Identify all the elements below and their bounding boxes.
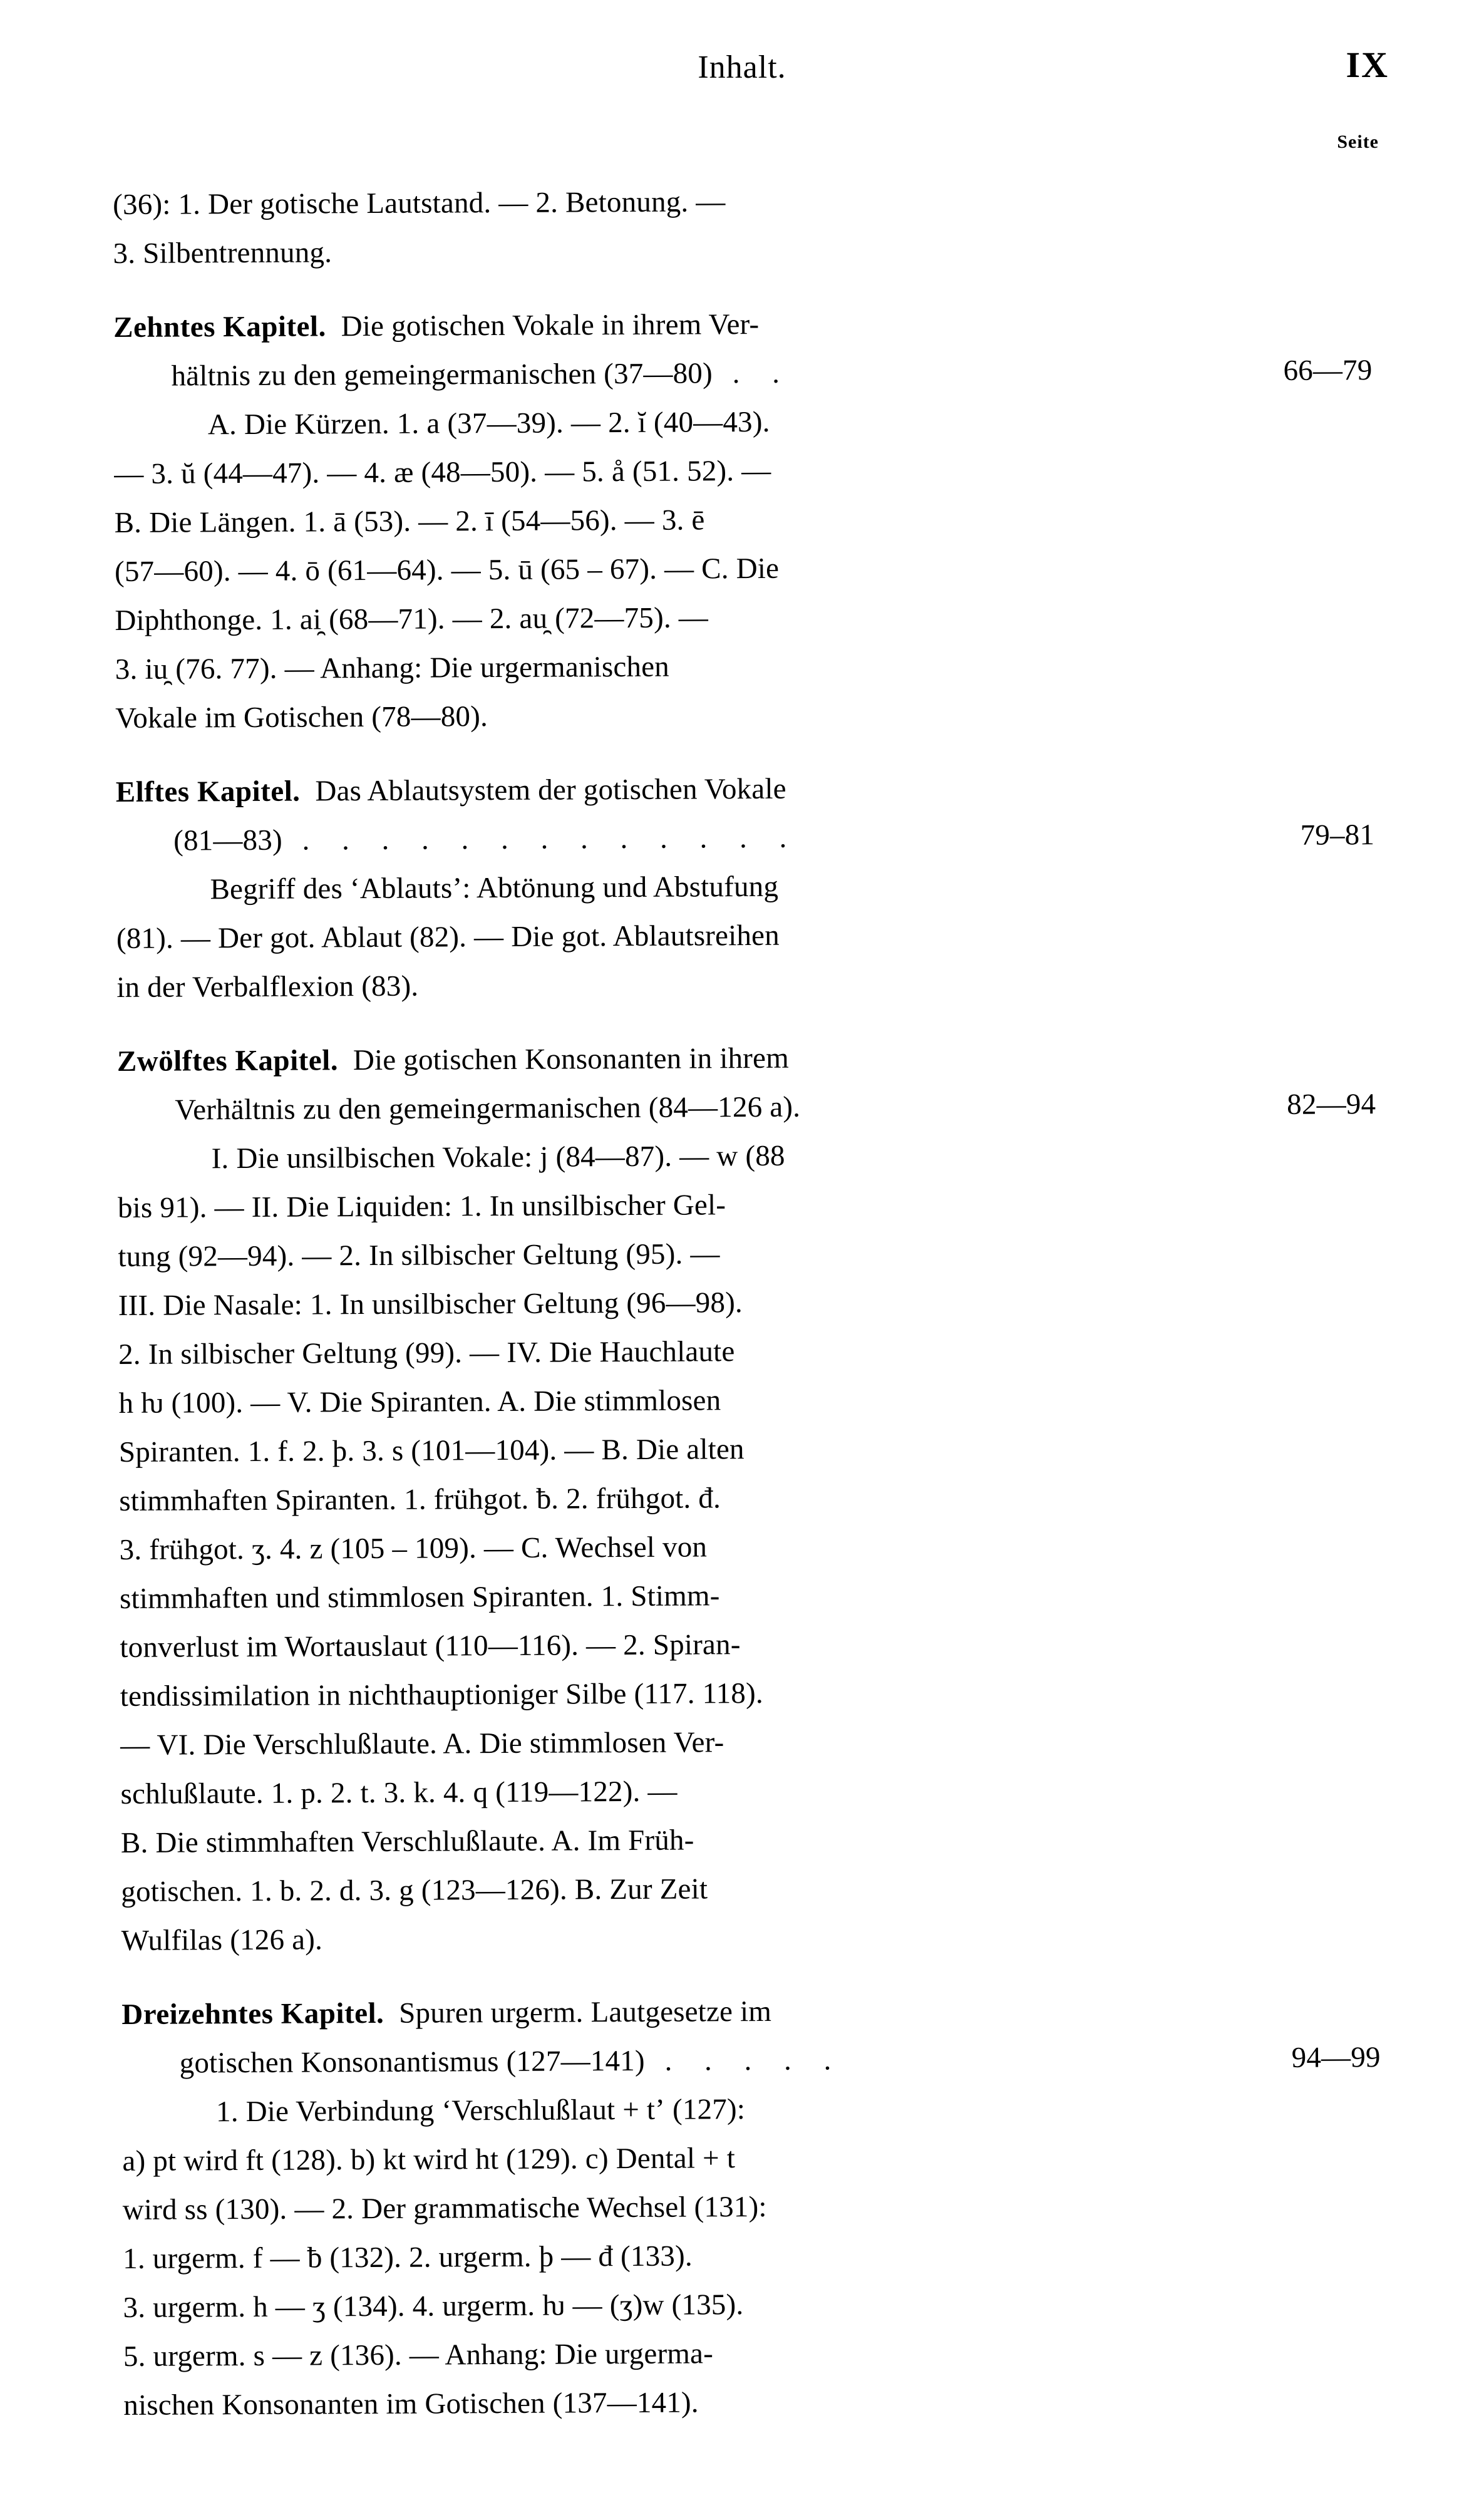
toc-line bbox=[114, 395, 1373, 450]
toc-line bbox=[117, 1031, 1376, 1086]
toc-line bbox=[123, 2179, 1381, 2234]
toc-line-text: 1. urgerm. f — ƀ (132). 2. urgerm. þ — đ (133). bbox=[123, 2239, 693, 2275]
toc-line bbox=[116, 908, 1375, 963]
toc-line-text: Begriff des ʻAblautsʼ: Abtönung und Abstufung bbox=[210, 870, 779, 906]
toc-line-text: nischen Konsonanten im Gotischen (137—141). bbox=[123, 2386, 699, 2422]
toc-line-text: 2. In silbischer Geltung (99). — IV. Die Hauchlaute bbox=[118, 1335, 735, 1371]
dot-leader: . . . . . . . . . . . . . bbox=[282, 821, 800, 857]
toc-line bbox=[119, 1422, 1378, 1477]
toc-line bbox=[119, 1470, 1378, 1526]
toc-entry-lines bbox=[113, 174, 1372, 278]
toc-line bbox=[121, 1812, 1379, 1867]
toc-page-number[interactable]: 66—79 bbox=[1283, 354, 1373, 387]
toc-line-text: gotischen. 1. b. 2. d. 3. g (123—126). B. Zur Zeit bbox=[121, 1872, 708, 1908]
running-head bbox=[0, 44, 1484, 93]
toc-line-text: Spuren urgerm. Lautgesetze im bbox=[399, 1995, 772, 2030]
toc-line-text: h ƕ (100). — V. Die Spiranten. A. Die stimmlosen bbox=[118, 1384, 721, 1420]
dot-leader: . . bbox=[712, 356, 793, 390]
toc-line-text: (81—83) bbox=[173, 824, 282, 857]
dot-leader: . . . . . bbox=[644, 2043, 844, 2077]
toc-entry-lines bbox=[121, 1984, 1382, 2430]
toc-line bbox=[116, 762, 1374, 817]
page-column-label: Seite bbox=[1337, 132, 1379, 152]
toc-line-text: stimmhaften und stimmlosen Spiranten. 1. Stimm- bbox=[119, 1579, 720, 1615]
toc-line bbox=[120, 1715, 1379, 1770]
toc-entry-lines bbox=[113, 297, 1374, 743]
toc-line bbox=[122, 2082, 1381, 2137]
toc-entry[interactable] bbox=[116, 762, 1376, 1012]
toc-line bbox=[118, 1226, 1376, 1281]
toc-line-text: — 3. ŭ (44—47). — 4. æ (48—50). — 5. å (51. 52). — bbox=[114, 454, 771, 490]
toc-line bbox=[120, 1666, 1379, 1721]
toc-line bbox=[120, 1617, 1378, 1672]
toc-line-text: hältnis zu den gemeingermanischen (37—80) bbox=[171, 357, 713, 393]
toc-line-text: bis 91). — II. Die Liquiden: 1. In unsilbischer Gel- bbox=[117, 1189, 726, 1224]
chapter-heading[interactable]: Dreizehntes Kapitel. bbox=[121, 1996, 384, 2031]
toc-page-number[interactable]: 94—99 bbox=[1291, 2041, 1381, 2074]
toc-line bbox=[114, 443, 1373, 498]
toc-entry[interactable] bbox=[113, 297, 1374, 743]
chapter-heading[interactable]: Elftes Kapitel. bbox=[115, 775, 301, 808]
toc-line-text: Spiranten. 1. f. 2. þ. 3. s (101—104). — B. Die alten bbox=[118, 1433, 745, 1469]
toc-line-text: Diphthonge. 1. ai̯ (68—71). — 2. au̯ (72—75). — bbox=[115, 601, 709, 637]
toc-line-text: schlußlaute. 1. p. 2. t. 3. k. 4. q (119—122). — bbox=[120, 1775, 678, 1810]
toc-line bbox=[115, 639, 1374, 694]
toc-line-text: III. Die Nasale: 1. In unsilbischer Geltung (96—98). bbox=[118, 1286, 743, 1322]
toc-line-text: 3. Silbentrennung. bbox=[113, 236, 332, 270]
toc-line bbox=[116, 859, 1374, 914]
toc-line bbox=[123, 2326, 1382, 2381]
toc-line-text: 3. frühgot. ʒ. 4. z (105 – 109). — C. Wechsel von bbox=[119, 1531, 708, 1566]
page-folio-number: IX bbox=[1346, 44, 1389, 85]
toc-line-text: A. Die Kürzen. 1. a (37—39). — 2. ĭ (40—43). bbox=[207, 405, 770, 442]
toc-line bbox=[113, 297, 1372, 352]
toc-line-text: tendissimilation in nichthauptioniger Silbe (117. 118). bbox=[120, 1676, 763, 1713]
toc-line-text: B. Die Längen. 1. ā (53). — 2. ī (54—56). — 3. ē bbox=[114, 504, 705, 539]
toc-line-text: — VI. Die Verschlußlaute. A. Die stimmlosen Ver- bbox=[120, 1726, 724, 1762]
toc-line-text: Wulfilas (126 a). bbox=[121, 1923, 323, 1957]
toc-line-text: Verhältnis zu den gemeingermanischen (84—126 a). bbox=[175, 1090, 801, 1127]
toc-line-text: (57—60). — 4. ō (61—64). — 5. ū (65 – 67). — C. Die bbox=[114, 552, 780, 588]
page-title: Inhalt. bbox=[698, 49, 786, 85]
toc-page-number[interactable]: 82—94 bbox=[1287, 1088, 1376, 1121]
toc-line bbox=[123, 2228, 1381, 2283]
toc-line bbox=[116, 957, 1375, 1012]
toc-line-text: tonverlust im Wortauslaut (110—116). — 2. Spiran- bbox=[120, 1628, 741, 1664]
toc-line-text: Die gotischen Konsonanten in ihrem bbox=[353, 1041, 790, 1077]
toc-line-text: wird ss (130). — 2. Der grammatische Wechsel (131): bbox=[122, 2190, 767, 2226]
toc-line-text: 5. urgerm. s — z (136). — Anhang: Die urgerma- bbox=[123, 2337, 714, 2373]
toc-line bbox=[121, 1861, 1379, 1916]
toc-entry[interactable] bbox=[113, 174, 1372, 278]
toc-entry[interactable] bbox=[121, 1984, 1382, 2430]
toc-line bbox=[115, 541, 1373, 596]
toc-line-text: 3. iu̯ (76. 77). — Anhang: Die urgermanischen bbox=[115, 650, 670, 686]
toc-line-text: (81). — Der got. Ablaut (82). — Die got. Ablautsreihen bbox=[116, 919, 780, 955]
toc-line-text: Die gotischen Vokale in ihrem Ver- bbox=[341, 307, 760, 343]
toc-line bbox=[114, 492, 1373, 547]
toc-line-text: I. Die unsilbischen Vokale: j (84—87). — w (88 bbox=[211, 1139, 785, 1175]
toc-line-text: Vokale im Gotischen (78—80). bbox=[115, 700, 488, 735]
toc-line bbox=[120, 1764, 1379, 1819]
toc-line-text: tung (92—94). — 2. In silbischer Geltung (95). — bbox=[118, 1237, 720, 1273]
toc-content bbox=[113, 174, 1383, 2430]
toc-line-text: (36): 1. Der gotische Lautstand. — 2. Betonung. — bbox=[113, 185, 726, 221]
toc-line bbox=[113, 223, 1371, 278]
toc-line bbox=[118, 1373, 1377, 1428]
chapter-heading[interactable]: Zwölftes Kapitel. bbox=[116, 1044, 339, 1078]
toc-line bbox=[116, 810, 1374, 865]
toc-entry-lines bbox=[117, 1031, 1380, 1965]
toc-line-text: in der Verbalflexion (83). bbox=[116, 969, 419, 1004]
toc-line bbox=[118, 1324, 1377, 1379]
toc-line bbox=[120, 1568, 1378, 1623]
toc-line-text: stimmhaften Spiranten. 1. frühgot. ƀ. 2. frühgot. đ. bbox=[119, 1482, 721, 1517]
toc-line bbox=[122, 2131, 1381, 2186]
toc-line bbox=[123, 2277, 1381, 2332]
toc-page-number[interactable]: 79–81 bbox=[1300, 819, 1375, 852]
toc-line bbox=[117, 1129, 1376, 1184]
toc-line bbox=[113, 174, 1371, 229]
toc-line bbox=[118, 1177, 1376, 1232]
toc-line-text: 3. urgerm. h — ʒ (134). 4. urgerm. ƕ — (ʒ)w (135). bbox=[123, 2288, 744, 2324]
toc-entry[interactable] bbox=[117, 1031, 1380, 1965]
toc-line bbox=[122, 2033, 1381, 2088]
toc-line bbox=[115, 688, 1374, 743]
toc-line bbox=[115, 590, 1373, 645]
toc-line bbox=[123, 2375, 1382, 2430]
toc-entry-lines bbox=[116, 762, 1376, 1012]
toc-line-text: a) pt wird ft (128). b) kt wird ht (129). c) Dental + t bbox=[122, 2142, 736, 2177]
toc-line bbox=[121, 1984, 1380, 2039]
toc-line-text: gotischen Konsonantismus (127—141) bbox=[179, 2044, 645, 2080]
toc-line-text: B. Die stimmhaften Verschlußlaute. A. Im Früh- bbox=[120, 1824, 694, 1859]
toc-line bbox=[121, 1910, 1380, 1965]
toc-line bbox=[113, 346, 1372, 401]
toc-line-text: 1. Die Verbindung ʻVerschlußlaut + tʼ (127): bbox=[215, 2093, 746, 2129]
toc-line-text: Das Ablautsystem der gotischen Vokale bbox=[315, 772, 786, 808]
toc-line bbox=[117, 1080, 1376, 1135]
toc-line bbox=[119, 1519, 1378, 1574]
chapter-heading[interactable]: Zehntes Kapitel. bbox=[113, 310, 326, 344]
toc-line bbox=[118, 1275, 1377, 1330]
